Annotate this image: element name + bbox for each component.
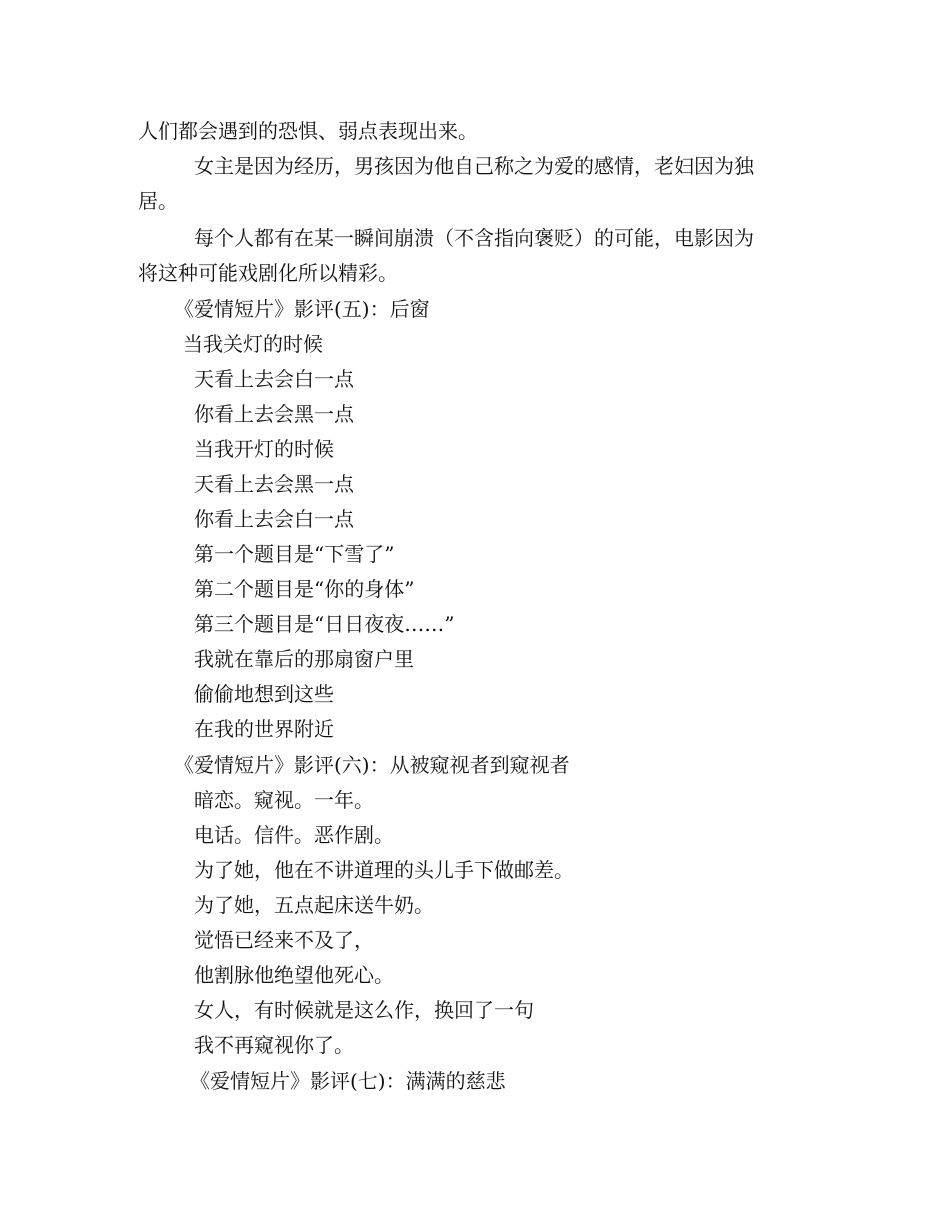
poem-line: 第一个题目是“下雪了” xyxy=(194,542,395,566)
poem-line: 第二个题目是“你的身体” xyxy=(194,577,415,601)
text-line: 我不再窥视你了。 xyxy=(194,1033,354,1057)
poem-line: 天看上去会黑一点 xyxy=(194,472,354,496)
section-heading: 《爱情短片》影评(七)：满满的慈悲 xyxy=(190,1069,506,1093)
poem-line: 当我开灯的时候 xyxy=(194,437,334,461)
poem-line: 天看上去会白一点 xyxy=(194,367,354,391)
poem-line: 偷偷地想到这些 xyxy=(194,682,334,706)
section-heading: 《爱情短片》影评(六)：从被窥视者到窥视者 xyxy=(174,753,570,777)
text-line: 觉悟已经来不及了， xyxy=(194,928,374,952)
text-line: 女人，有时候就是这么作，换回了一句 xyxy=(194,998,534,1022)
poem-line: 我就在靠后的那扇窗户里 xyxy=(194,647,414,671)
poem-line: 当我关灯的时候 xyxy=(183,332,323,356)
poem-line: 第三个题目是“日日夜夜……” xyxy=(194,612,455,636)
section-heading: 《爱情短片》影评(五)：后窗 xyxy=(174,297,430,321)
text-line: 为了她，五点起床送牛奶。 xyxy=(194,893,434,917)
text-line: 暗恋。窥视。一年。 xyxy=(194,788,374,812)
text-line: 人们都会遇到的恐惧、弱点表现出来。 xyxy=(138,119,478,143)
text-line: 他割脉他绝望他死心。 xyxy=(194,963,394,987)
paragraph-line: 每个人都有在某一瞬间崩溃（不含指向褒贬）的可能，电影因为 xyxy=(194,226,754,250)
text-line: 为了她，他在不讲道理的头儿手下做邮差。 xyxy=(194,858,574,882)
text-line: 居。 xyxy=(138,189,178,213)
text-line: 电话。信件。恶作剧。 xyxy=(194,823,394,847)
text-line: 将这种可能戏剧化所以精彩。 xyxy=(138,261,398,285)
poem-line: 你看上去会白一点 xyxy=(194,507,354,531)
paragraph-line: 女主是因为经历，男孩因为他自己称之为爱的感情，老妇因为独 xyxy=(194,154,754,178)
poem-line: 你看上去会黑一点 xyxy=(194,402,354,426)
poem-line: 在我的世界附近 xyxy=(194,717,334,741)
